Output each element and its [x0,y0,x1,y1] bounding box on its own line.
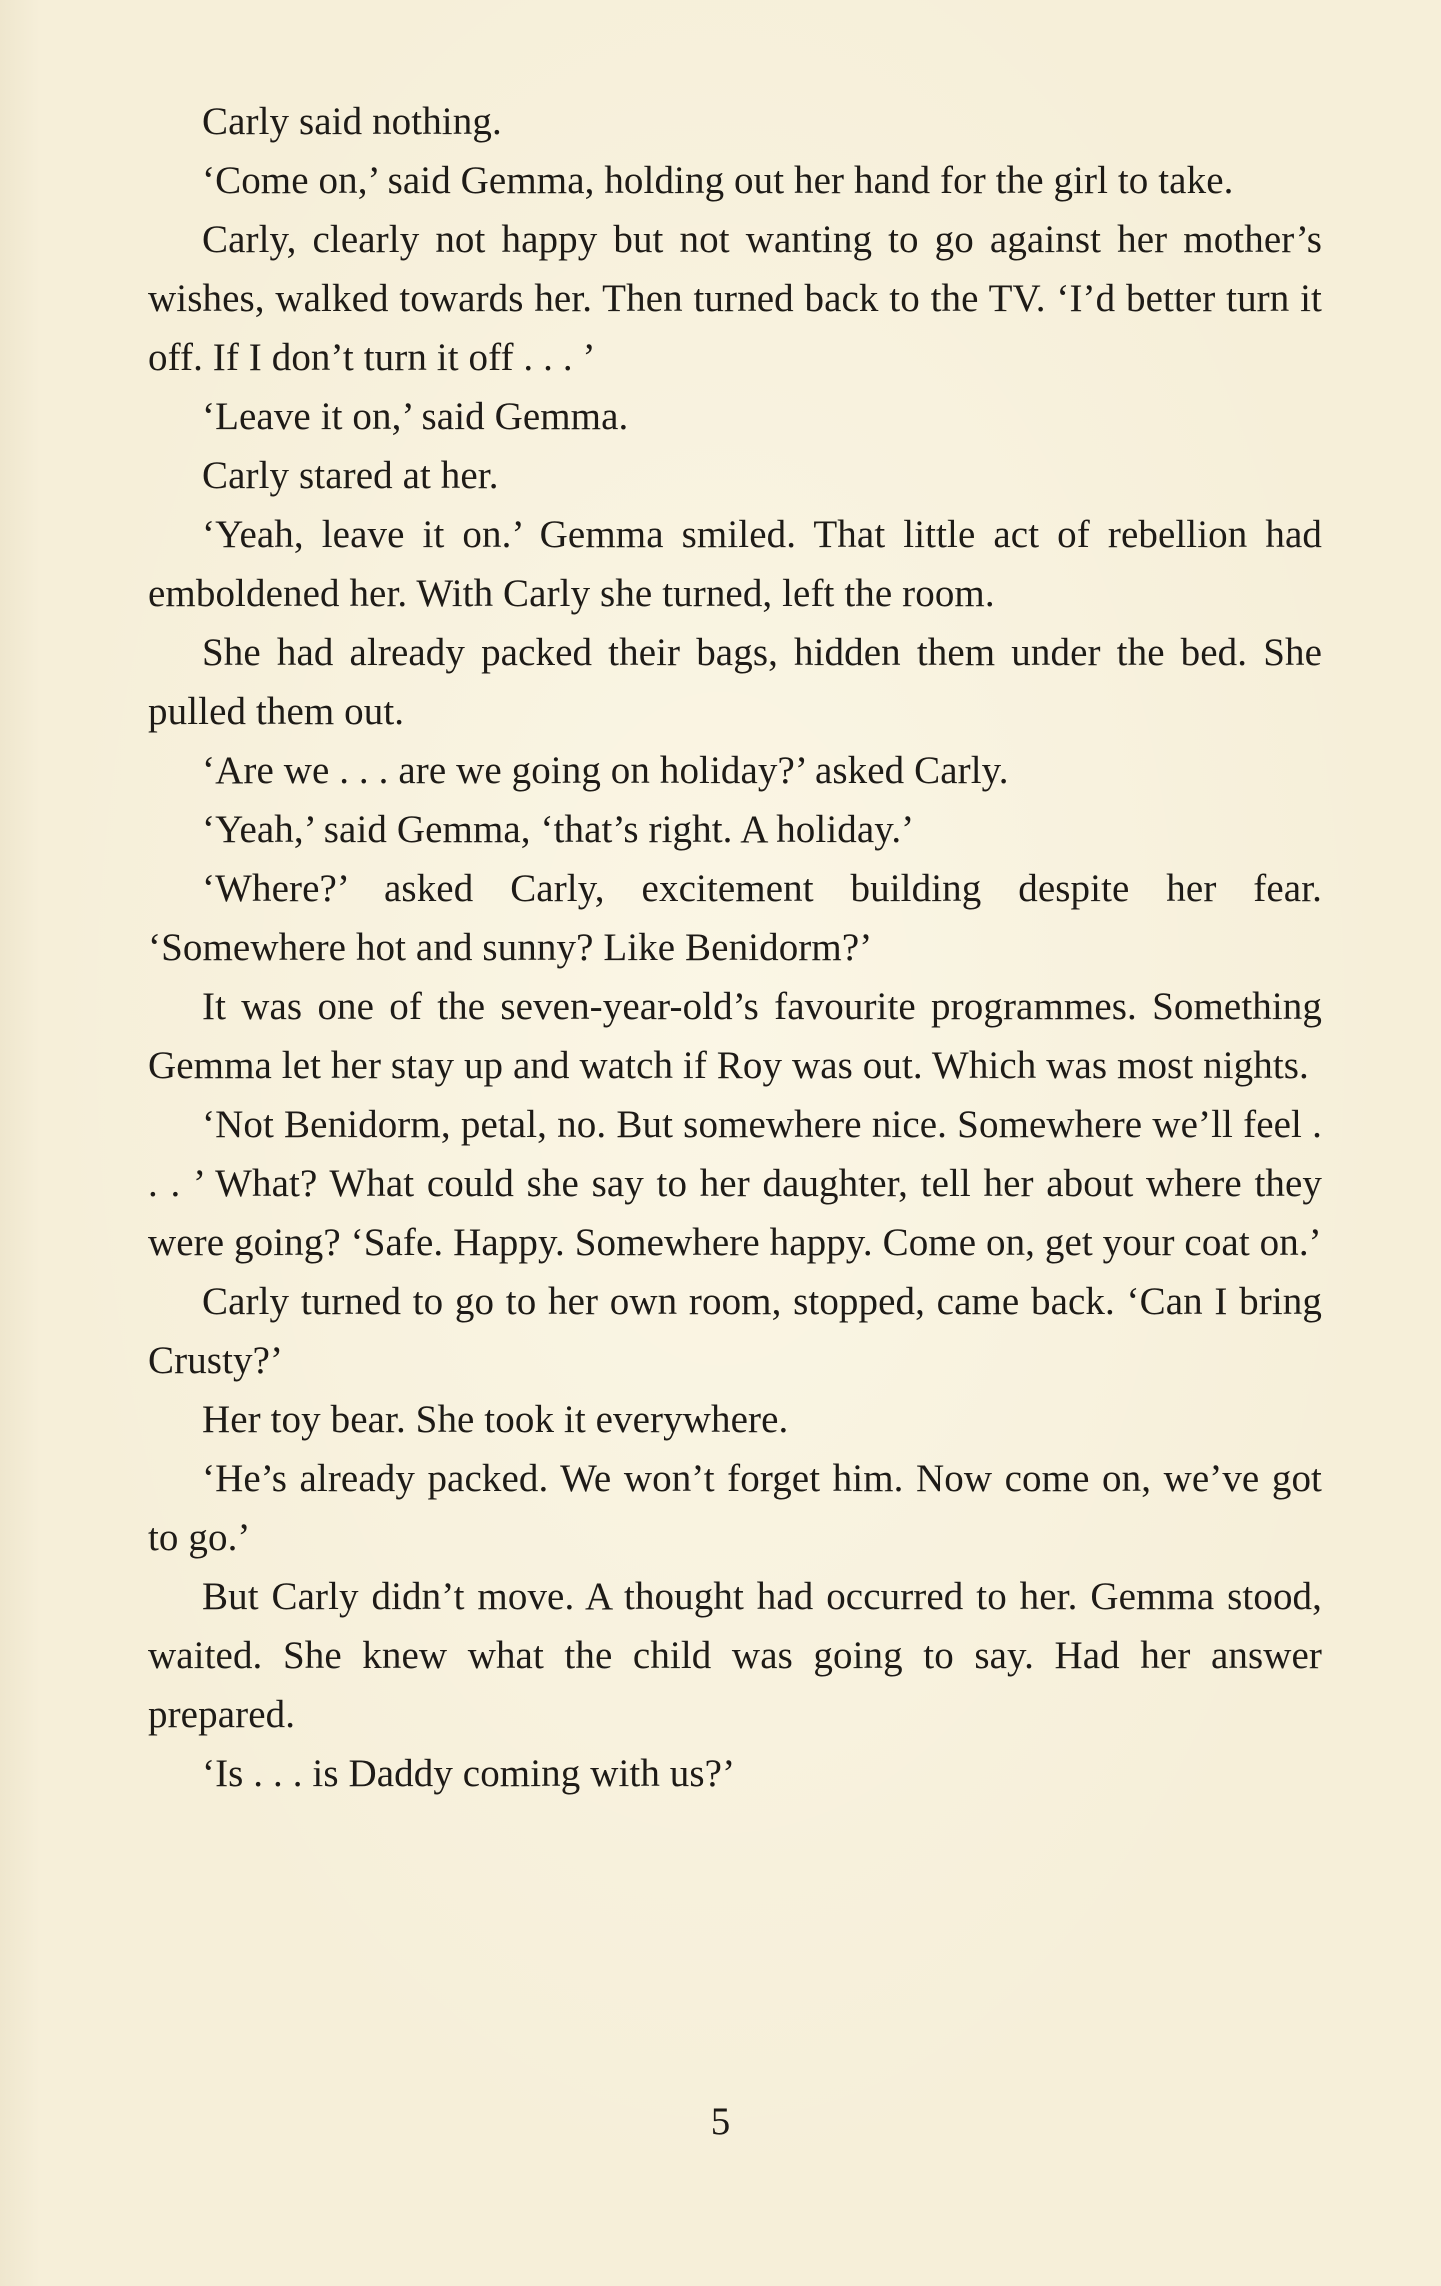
paragraph: ‘Yeah, leave it on.’ Gemma smiled. That little act of rebellion had emboldened her. With Carly she turned, left the room. [148,513,1322,615]
body-text [148,92,1322,1803]
paragraph: ‘Is . . . is Daddy coming with us?’ [202,1752,736,1795]
paragraph: ‘Not Benidorm, petal, no. But somewhere nice. Somewhere we’ll feel . . . ’ What? What could she say to her daughter, tell her about where they were going? ‘Safe. Happy. Somewhere happy. Come on, get your coat on.’ [148,1103,1322,1264]
paragraph: She had already packed their bags, hidden them under the bed. She pulled them out. [148,631,1322,733]
paragraph: ‘Yeah,’ said Gemma, ‘that’s right. A holiday.’ [202,808,915,851]
paragraph: Carly stared at her. [202,454,499,497]
page-number: 5 [710,2100,731,2143]
paragraph: ‘Come on,’ said Gemma, holding out her hand for the girl to take. [202,159,1234,202]
paragraph: ‘Where?’ asked Carly, excitement building despite her fear. ‘Somewhere hot and sunny? Like Benidorm?’ [148,867,1322,969]
paragraph: ‘Leave it on,’ said Gemma. [202,395,629,438]
paragraph: But Carly didn’t move. A thought had occurred to her. Gemma stood, waited. She knew what the child was going to say. Had her answer prepared. [148,1575,1322,1736]
paragraph: ‘He’s already packed. We won’t forget him. Now come on, we’ve got to go.’ [148,1457,1322,1559]
paragraph: Her toy bear. She took it everywhere. [202,1398,789,1441]
paragraph: Carly turned to go to her own room, stopped, came back. ‘Can I bring Crusty?’ [148,1280,1322,1382]
paragraph: It was one of the seven-year-old’s favourite programmes. Something Gemma let her stay up and watch if Roy was out. Which was most nights. [148,985,1322,1087]
paragraph: Carly, clearly not happy but not wanting to go against her mother’s wishes, walked towards her. Then turned back to the TV. ‘I’d better turn it off. If I don’t turn it off . . . ’ [148,218,1322,379]
paragraph: ‘Are we . . . are we going on holiday?’ asked Carly. [202,749,1009,792]
paragraph: Carly said nothing. [202,100,502,143]
